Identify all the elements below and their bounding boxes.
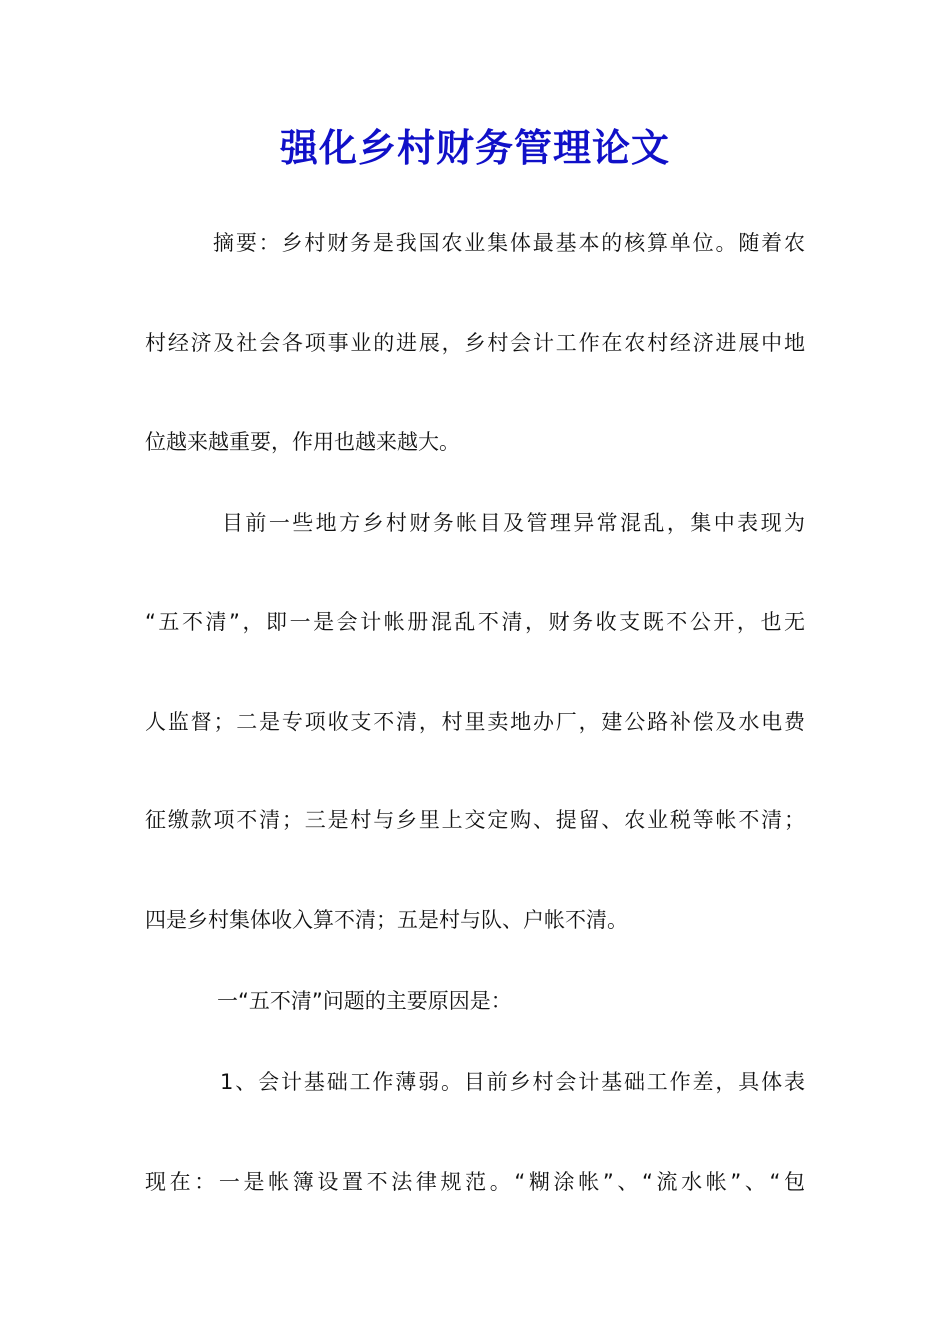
paragraph-line: 村经济及社会各项事业的进展，乡村会计工作在农村经济进展中地 <box>145 331 805 355</box>
paragraph-line: 现在：一是帐簿设置不法律规范。“糊涂帐”、“流水帐”、“包 <box>145 1170 805 1194</box>
paragraph-line: 四是乡村集体收入算不清；五是村与队、户帐不清。 <box>145 908 628 932</box>
paragraph-line: 人监督；二是专项收支不清，村里卖地办厂，建公路补偿及水电费 <box>145 710 805 734</box>
section-heading: 一“五不清”问题的主要原因是： <box>217 989 512 1013</box>
paragraph-line: 目前一些地方乡村财务帐目及管理异常混乱，集中表现为 <box>222 511 805 535</box>
paragraph-line: “五不清”，即一是会计帐册混乱不清，财务收支既不公开，也无 <box>145 610 805 634</box>
paragraph-line: 摘要：乡村财务是我国农业集体最基本的核算单位。随着农 <box>213 231 805 255</box>
document-title: 强化乡村财务管理论文 <box>279 125 670 170</box>
paragraph-line: 1、会计基础工作薄弱。目前乡村会计基础工作差，具体表 <box>220 1070 805 1094</box>
paragraph-line: 位越来越重要，作用也越来越大。 <box>145 430 460 454</box>
paragraph-line: 征缴款项不清；三是村与乡里上交定购、提留、农业税等帐不清； <box>145 808 805 832</box>
